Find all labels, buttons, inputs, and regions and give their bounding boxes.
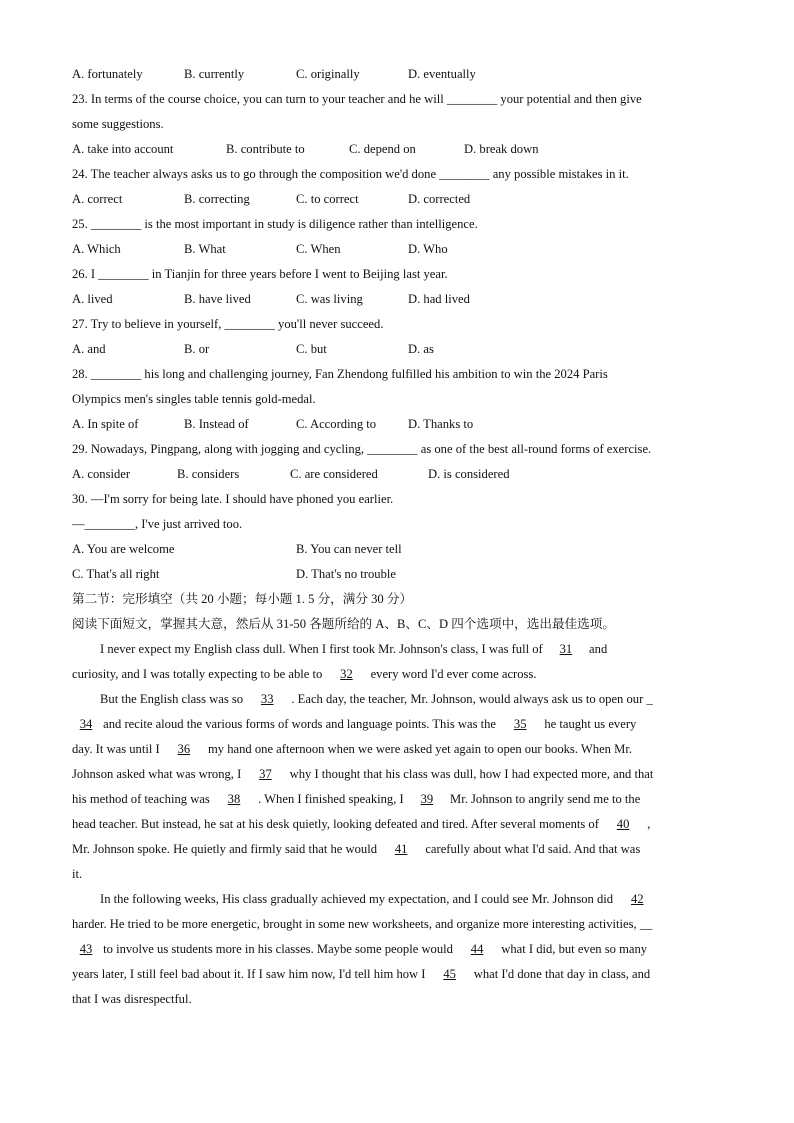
passage-p1-line-2: curiosity, and I was totally expecting to be able to 32 every word I'd ever come across. <box>72 662 724 687</box>
q27-option-a[interactable]: A. and <box>72 342 106 356</box>
q30-option-a[interactable]: A. You are welcome <box>72 542 175 556</box>
passage-p2-line-2: 34 and recite aloud the various forms of words and language points. This was the 35 he taught us every <box>72 712 724 737</box>
exam-page <box>72 62 724 1012</box>
q24-option-b[interactable]: B. correcting <box>184 192 250 206</box>
q30-stem-line-2: —________, I've just arrived too. <box>72 517 243 531</box>
passage-p2-line-6: head teacher. But instead, he sat at his desk quietly, looking defeated and tired. After several moments of 40 , <box>72 812 724 837</box>
q29-option-a[interactable]: A. consider <box>72 467 131 481</box>
q23-option-c[interactable]: C. depend on <box>349 142 416 156</box>
q27-options <box>72 337 724 362</box>
passage-p2-line-8: it. <box>72 867 83 881</box>
blank-36[interactable]: 36 <box>177 742 191 756</box>
blank-37[interactable]: 37 <box>259 767 272 781</box>
blank-34[interactable]: 34 <box>79 717 93 731</box>
blank-33[interactable]: 33 <box>260 692 274 706</box>
q26-option-a[interactable]: A. lived <box>72 292 113 306</box>
blank-35[interactable]: 35 <box>513 717 527 731</box>
q23-option-b[interactable]: B. contribute to <box>226 142 305 156</box>
passage-p2-line-1: But the English class was so 33 . Each day, the teacher, Mr. Johnson, would always ask us to open our _ <box>72 687 724 712</box>
q28-option-b[interactable]: B. Instead of <box>184 417 249 431</box>
q26-options <box>72 287 724 312</box>
q24-options <box>72 187 724 212</box>
passage-p2-line-7: Mr. Johnson spoke. He quietly and firmly said that he would 41 carefully about what I'd said. And that was <box>72 837 724 862</box>
q22-option-a[interactable]: A. fortunately <box>72 67 143 81</box>
q27-option-d[interactable]: D. as <box>408 342 434 356</box>
q25-option-a[interactable]: A. Which <box>72 242 121 256</box>
q30-options-row-1 <box>72 537 724 562</box>
q22-option-d[interactable]: D. eventually <box>408 67 476 81</box>
q27-option-b[interactable]: B. or <box>184 342 210 356</box>
passage-p2-line-3: day. It was until I 36 my hand one afternoon when we were asked yet again to open our books. When Mr. <box>72 737 724 762</box>
passage-p3-line-2: harder. He tried to be more energetic, brought in some new worksheets, and organize more interesting activities, __ <box>72 917 653 931</box>
q26-option-d[interactable]: D. had lived <box>408 292 470 306</box>
blank-40[interactable]: 40 <box>616 817 630 831</box>
passage-p3-line-5: that I was disrespectful. <box>72 992 192 1006</box>
q27-stem: 27. Try to believe in yourself, ________ you'll never succeed. <box>72 317 384 331</box>
q30-option-b[interactable]: B. You can never tell <box>296 542 402 556</box>
blank-38[interactable]: 38 <box>227 792 241 806</box>
q29-option-b[interactable]: B. considers <box>177 467 240 481</box>
q24-option-a[interactable]: A. correct <box>72 192 123 206</box>
q22-option-c[interactable]: C. originally <box>296 67 360 81</box>
q24-option-d[interactable]: D. corrected <box>408 192 471 206</box>
blank-43[interactable]: 43 <box>79 942 93 956</box>
q25-option-b[interactable]: B. What <box>184 242 226 256</box>
q22-option-b[interactable]: B. currently <box>184 67 245 81</box>
q26-option-c[interactable]: C. was living <box>296 292 363 306</box>
q28-option-a[interactable]: A. In spite of <box>72 417 139 431</box>
q30-options-row-2 <box>72 562 724 587</box>
q29-option-c[interactable]: C. are considered <box>290 467 378 481</box>
blank-45[interactable]: 45 <box>443 967 456 981</box>
q28-stem-line-1: 28. ________ his long and challenging journey, Fan Zhendong fulfilled his ambition to win the 2024 Paris <box>72 367 608 381</box>
blank-32[interactable]: 32 <box>340 667 353 681</box>
q23-option-a[interactable]: A. take into account <box>72 142 174 156</box>
blank-31[interactable]: 31 <box>559 642 573 656</box>
section-instruction: 阅读下面短文，掌握其大意，然后从 31-50 各题所给的 A、B、C、D 四个选项中，选出最佳选项。 <box>72 617 615 631</box>
q22-options <box>72 62 724 87</box>
passage-p1-line-1: I never expect my English class dull. When I first took Mr. Johnson's class, I was full of 31 and <box>72 637 724 662</box>
q30-option-d[interactable]: D. That's no trouble <box>296 567 396 581</box>
passage-p2-line-4: Johnson asked what was wrong, I 37 why I thought that his class was dull, how I had expected more, and that <box>72 762 724 787</box>
blank-41[interactable]: 41 <box>394 842 408 856</box>
q28-options <box>72 412 724 437</box>
q24-stem: 24. The teacher always asks us to go through the composition we'd done ________ any possible mistakes in it. <box>72 167 629 181</box>
q23-options <box>72 137 724 162</box>
passage-p2-line-5: his method of teaching was 38 . When I finished speaking, I 39 Mr. Johnson to angrily send me to the <box>72 787 724 812</box>
passage-p3-line-4: years later, I still feel bad about it. If I saw him now, I'd tell him how I 45 what I'd done that day in class, and <box>72 962 724 987</box>
q29-option-d[interactable]: D. is considered <box>428 467 510 481</box>
q25-option-c[interactable]: C. When <box>296 242 341 256</box>
q27-option-c[interactable]: C. but <box>296 342 327 356</box>
passage-p3-line-3: 43 to involve us students more in his classes. Maybe some people would 44 what I did, but even so many <box>72 937 724 962</box>
q26-stem: 26. I ________ in Tianjin for three years before I went to Beijing last year. <box>72 267 448 281</box>
q25-option-d[interactable]: D. Who <box>408 242 448 256</box>
q24-option-c[interactable]: C. to correct <box>296 192 359 206</box>
q30-stem-line-1: 30. —I'm sorry for being late. I should have phoned you earlier. <box>72 492 394 506</box>
q28-option-c[interactable]: C. According to <box>296 417 377 431</box>
q23-stem-line-2: some suggestions. <box>72 117 164 131</box>
q28-option-d[interactable]: D. Thanks to <box>408 417 474 431</box>
q30-option-c[interactable]: C. That's all right <box>72 567 160 581</box>
q29-stem: 29. Nowadays, Pingpang, along with jogging and cycling, ________ as one of the best all-round forms of exercise. <box>72 442 652 456</box>
q28-stem-line-2: Olympics men's singles table tennis gold-medal. <box>72 392 316 406</box>
q29-options <box>72 462 724 487</box>
blank-39[interactable]: 39 <box>420 792 434 806</box>
blank-42[interactable]: 42 <box>630 892 644 906</box>
q23-option-d[interactable]: D. break down <box>464 142 539 156</box>
blank-44[interactable]: 44 <box>470 942 484 956</box>
q23-stem-line-1: 23. In terms of the course choice, you can turn to your teacher and he will ________ your potential and then give <box>72 92 642 106</box>
passage-p3-line-1: In the following weeks, His class gradually achieved my expectation, and I could see Mr. Johnson did 42 <box>72 887 724 912</box>
q25-options <box>72 237 724 262</box>
section-title: 第二节：完形填空（共 20 小题；每小题 1. 5 分，满分 30 分） <box>72 592 413 606</box>
q26-option-b[interactable]: B. have lived <box>184 292 251 306</box>
q25-stem: 25. ________ is the most important in study is diligence rather than intelligence. <box>72 217 478 231</box>
